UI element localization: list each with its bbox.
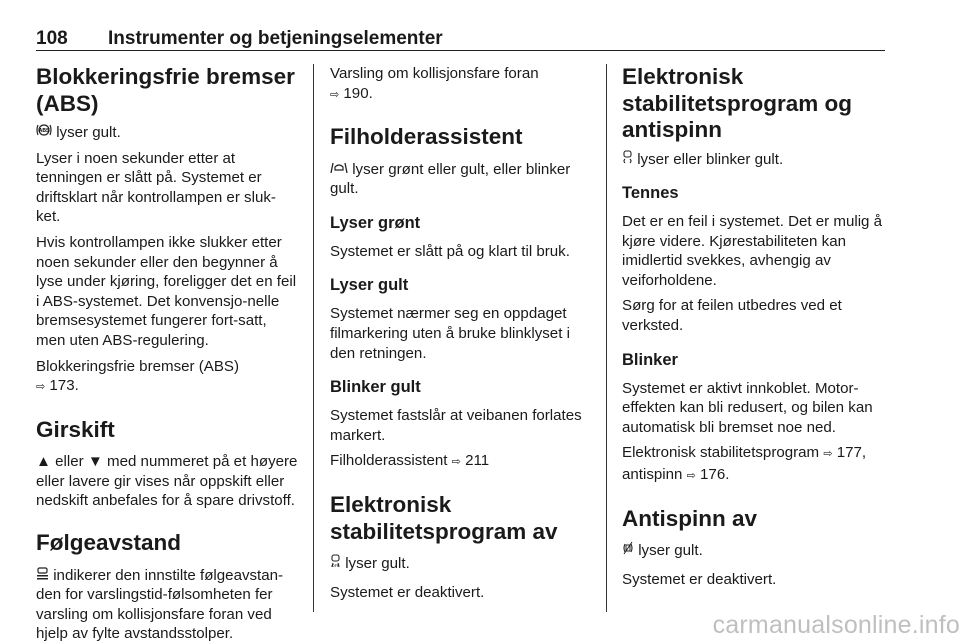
- page-title: Instrumenter og betjeningselementer: [108, 28, 443, 49]
- on-paragraph-1: Det er en feil i systemet. Det er mulig å kjøre videre. Kjørestabiliteten kan imidlertid svekkes, avhengig av veiforholdene.: [622, 213, 883, 289]
- blinking-heading: Blinker: [622, 350, 678, 369]
- column-divider: [313, 64, 314, 612]
- collision-reference: Varsling om kollisjonsfare foran ⇨ 190.: [330, 65, 539, 102]
- abs-reference: Blokkeringsfrie bremser (ABS) ⇨ 173.: [36, 357, 239, 395]
- traction-off-text: Systemet er deaktivert.: [622, 570, 777, 588]
- page-header: [36, 28, 885, 51]
- lane-assist-heading: Filholderassistent: [330, 124, 523, 150]
- gear-shift-text: ▲ eller ▼ med nummeret på et høyere eller lavere gir vises når oppskift eller nedskift anbefales for å spare drivstoff.: [36, 453, 298, 510]
- column-2: [330, 64, 592, 602]
- following-distance-icon: [36, 566, 49, 586]
- collision-page-link[interactable]: 190.: [339, 84, 373, 102]
- page-ref-arrow-icon: ⇨: [36, 381, 46, 394]
- lit-yellow-heading: Lyser gult: [330, 276, 409, 295]
- esp-off-heading: Elektronisk stabilitetsprogram av: [330, 492, 558, 544]
- abs-heading-line1: Blokkeringsfrie bremser: [36, 64, 295, 89]
- lit-green-heading: Lyser grønt: [330, 213, 421, 232]
- page-ref-arrow-icon: ⇨: [686, 470, 696, 483]
- following-distance-text: indikerer den innstilte følgeavstan-den for varslingstid-følsomheten fer varsling om kollisjonsfare foran ved hjelp av fylte avstandsstolper.: [36, 566, 284, 643]
- traction-off-status: lyser gult.: [622, 541, 886, 561]
- blink-yellow-heading: Blinker gult: [330, 378, 421, 397]
- abs-warning-icon: [36, 123, 52, 143]
- lit-green-text: Systemet er slått på og klart til bruk.: [330, 242, 570, 260]
- column-3: [622, 64, 886, 589]
- abs-heading-line2: (ABS): [36, 90, 99, 116]
- traction-off-heading: Antispinn av: [622, 505, 758, 531]
- esp-icon: [622, 150, 633, 170]
- page-ref-arrow-icon: ⇨: [451, 456, 461, 469]
- column-divider: [606, 64, 607, 612]
- esp-off-status: OFF lyser gult.: [331, 555, 410, 573]
- esp-page-link[interactable]: 177,: [832, 444, 867, 462]
- blinking-text: Systemet er aktivt innkoblet. Motor-effekten kan bli redusert, og bilen kan automatisk bli bremset noe ned.: [622, 379, 873, 436]
- abs-page-link[interactable]: 173.: [45, 377, 79, 395]
- gear-shift-heading: Girskift: [36, 416, 115, 442]
- abs-heading: [36, 64, 298, 117]
- esp-heading: Elektronisk stabilitetsprogram og antispinn: [622, 64, 853, 142]
- up-triangle-icon: ▲: [36, 453, 51, 471]
- esp-reference: Elektronisk stabilitetsprogram ⇨ 177, antispinn ⇨ 176.: [622, 444, 867, 484]
- blink-yellow-text: Systemet fastslår at veibanen forlates markert.: [330, 407, 582, 444]
- watermark: carmanualsonline.info: [712, 611, 960, 639]
- on-paragraph-2: Sørg for at feilen utbedres ved et verksted.: [622, 297, 842, 335]
- page-ref-arrow-icon: ⇨: [330, 88, 340, 101]
- lit-yellow-text: Systemet nærmer seg en oppdaget filmarkering uten å bruke blinklyset i den retningen.: [330, 305, 570, 362]
- traction-page-link[interactable]: 176.: [695, 466, 730, 484]
- following-distance-heading: Følgeavstand: [36, 530, 182, 555]
- page-ref-arrow-icon: ⇨: [823, 448, 833, 461]
- abs-paragraph-1: Lyser i noen sekunder etter at tenningen er slått på. Systemet er driftsklart når kontrollampen er sluk-ket.: [36, 149, 276, 226]
- svg-text:ABS: ABS: [38, 128, 50, 134]
- page-number: 108: [36, 28, 68, 49]
- traction-control-off-icon: [622, 541, 634, 561]
- abs-status: ABS lyser gult.: [36, 123, 298, 143]
- lane-keep-assist-icon: [330, 160, 348, 180]
- lane-assist-reference: Filholderassistent ⇨ 211: [330, 452, 490, 470]
- esp-status: lyser eller blinker gult.: [622, 150, 886, 170]
- column-1: [36, 64, 298, 644]
- on-heading: Tennes: [622, 184, 679, 203]
- esp-off-icon: [330, 554, 341, 574]
- lane-assist-text: lyser grønt eller gult, eller blinker gult.: [330, 160, 571, 198]
- abs-paragraph-2: Hvis kontrollampen ikke slukker etter noen sekunder eller den begynner å lyse under kjøring, foreligger det en feil i ABS-systemet. Det konvensjo-nelle bremsesystemet fungerer fort-satt, men uten ABS-regulering.: [36, 233, 297, 349]
- esp-off-text: Systemet er deaktivert.: [330, 583, 485, 601]
- lane-assist-page-link[interactable]: 211: [460, 452, 490, 470]
- svg-text:OFF: OFF: [331, 563, 340, 569]
